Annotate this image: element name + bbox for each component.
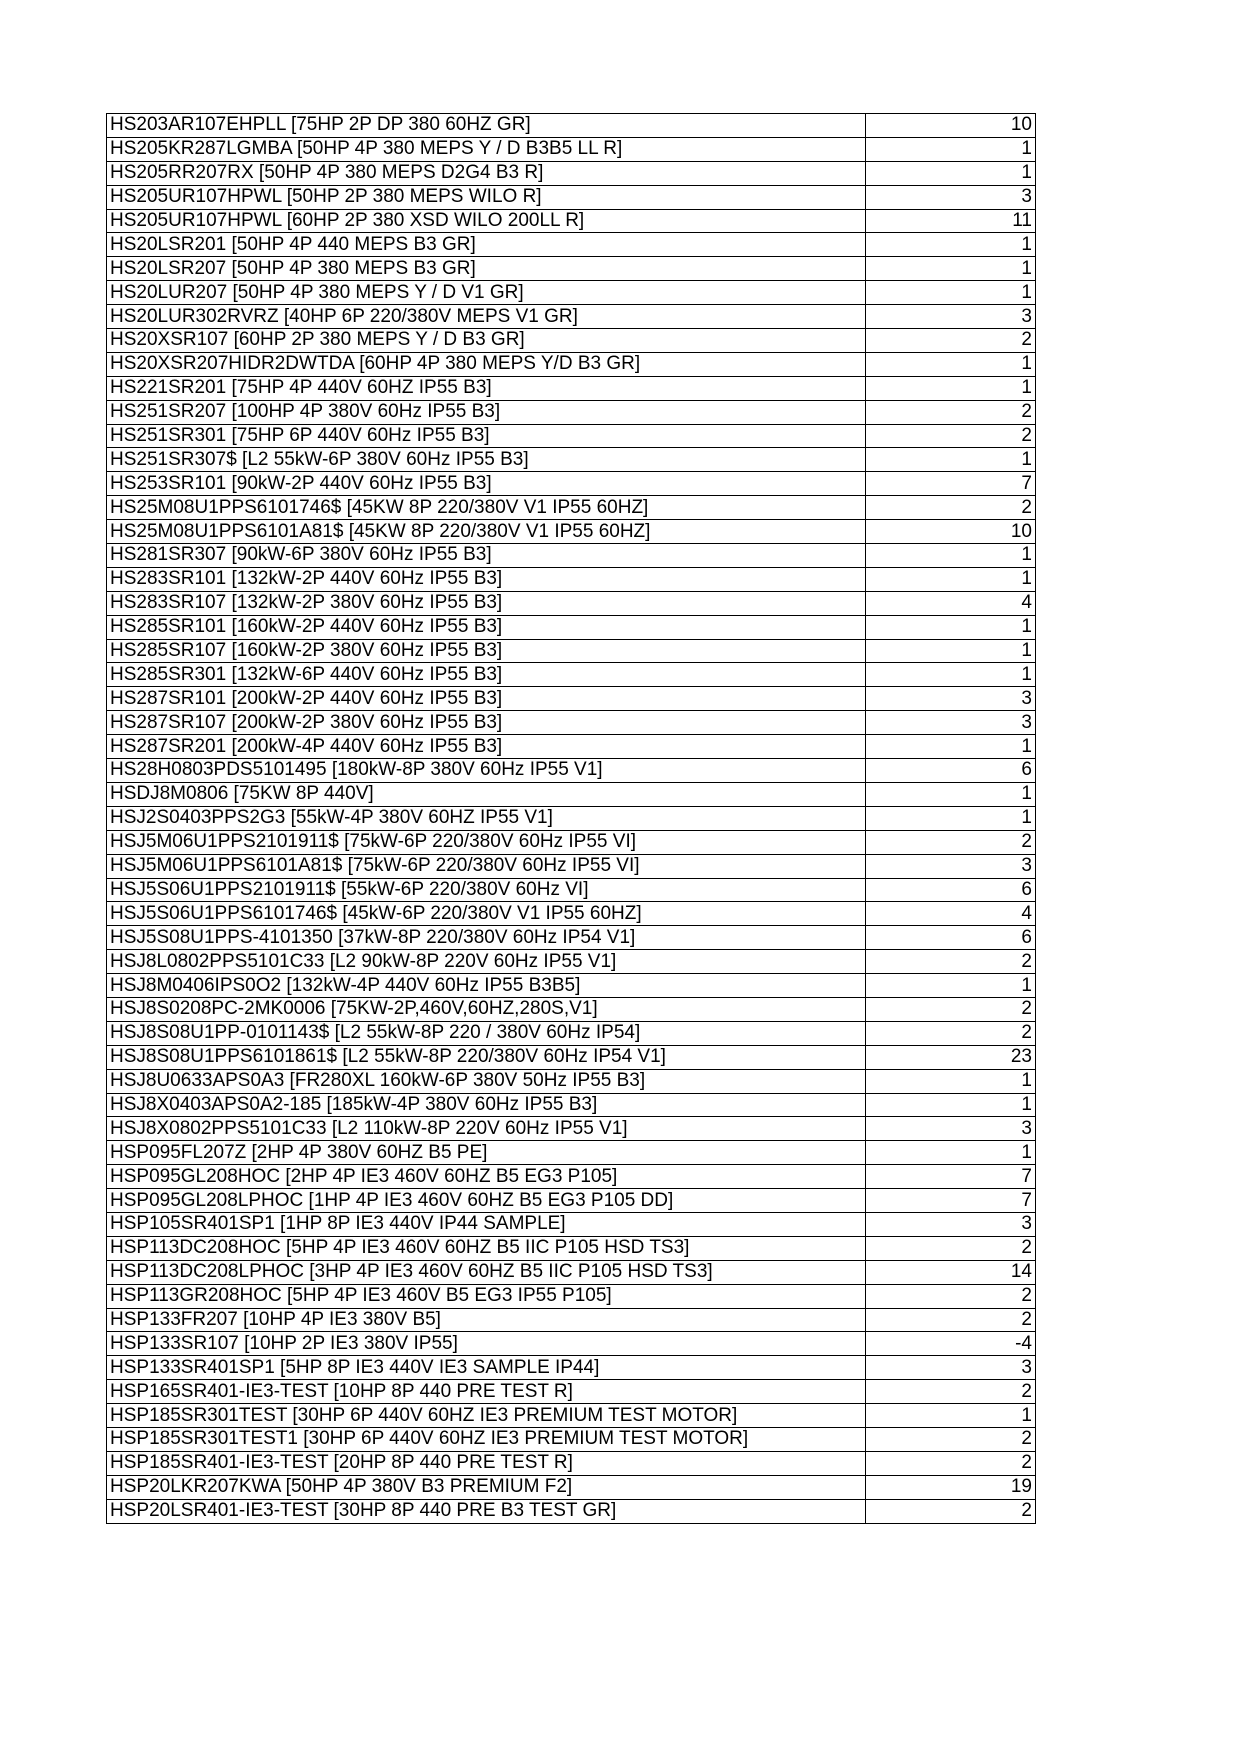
item-description-cell[interactable]: HSJ5M06U1PPS2101911$ [75kW-6P 220/380V 60Hz IP55 VI] [107, 830, 866, 854]
quantity-cell[interactable]: 2 [866, 400, 1036, 424]
table-row [107, 1356, 1036, 1380]
quantity-cell[interactable]: 1 [866, 352, 1036, 376]
table-row [107, 1141, 1036, 1165]
table-row [107, 424, 1036, 448]
quantity-cell[interactable]: 2 [866, 1380, 1036, 1404]
item-description-cell[interactable]: HSP095GL208LPHOC [1HP 4P IE3 460V 60HZ B5 EG3 P105 DD] [107, 1189, 866, 1213]
item-description-cell[interactable]: HSP095FL207Z [2HP 4P 380V 60HZ B5 PE] [107, 1141, 866, 1165]
item-description-cell[interactable]: HSP105SR401SP1 [1HP 8P IE3 440V IP44 SAMPLE] [107, 1212, 866, 1236]
table-row [107, 806, 1036, 830]
table-row [107, 376, 1036, 400]
table-row [107, 305, 1036, 329]
quantity-cell[interactable]: 3 [866, 1356, 1036, 1380]
item-description-cell[interactable]: HSJ5M06U1PPS6101A81$ [75kW-6P 220/380V 60Hz IP55 VI] [107, 854, 866, 878]
item-description-cell[interactable]: HSP113DC208LPHOC [3HP 4P IE3 460V 60HZ B5 IIC P105 HSD TS3] [107, 1260, 866, 1284]
item-description-cell[interactable]: HS285SR107 [160kW-2P 380V 60Hz IP55 B3] [107, 639, 866, 663]
item-description-cell[interactable]: HSP113DC208HOC [5HP 4P IE3 460V 60HZ B5 IIC P105 HSD TS3] [107, 1236, 866, 1260]
item-description-cell[interactable]: HSJ8S08U1PPS6101861$ [L2 55kW-8P 220/380V 60Hz IP54 V1] [107, 1045, 866, 1069]
quantity-cell[interactable]: 3 [866, 305, 1036, 329]
quantity-cell[interactable]: 2 [866, 1427, 1036, 1451]
quantity-cell[interactable]: 2 [866, 496, 1036, 520]
item-description-cell[interactable]: HSJ5S08U1PPS-4101350 [37kW-8P 220/380V 60Hz IP54 V1] [107, 926, 866, 950]
table-row [107, 878, 1036, 902]
item-description-cell[interactable]: HSP133SR401SP1 [5HP 8P IE3 440V IE3 SAMPLE IP44] [107, 1356, 866, 1380]
quantity-cell[interactable]: 1 [866, 257, 1036, 281]
item-description-cell[interactable]: HSJ8X0802PPS5101C33 [L2 110kW-8P 220V 60Hz IP55 V1] [107, 1117, 866, 1141]
table-row [107, 281, 1036, 305]
quantity-cell[interactable]: 7 [866, 1165, 1036, 1189]
table-row [107, 1451, 1036, 1475]
quantity-cell[interactable]: 3 [866, 854, 1036, 878]
table-row [107, 1021, 1036, 1045]
inventory-table-body [107, 114, 1036, 1524]
quantity-cell[interactable]: 6 [866, 926, 1036, 950]
item-description-cell[interactable]: HSP20LSR401-IE3-TEST [30HP 8P 440 PRE B3 TEST GR] [107, 1499, 866, 1523]
item-description-cell[interactable]: HSP095GL208HOC [2HP 4P IE3 460V 60HZ B5 EG3 P105] [107, 1165, 866, 1189]
item-description-cell[interactable]: HSP185SR401-IE3-TEST [20HP 8P 440 PRE TEST R] [107, 1451, 866, 1475]
table-row [107, 1069, 1036, 1093]
item-description-cell[interactable]: HSJ5S06U1PPS6101746$ [45kW-6P 220/380V V1 IP55 60HZ] [107, 902, 866, 926]
table-row [107, 830, 1036, 854]
quantity-cell[interactable]: 3 [866, 711, 1036, 735]
item-description-cell[interactable]: HSDJ8M0806 [75KW 8P 440V] [107, 782, 866, 806]
quantity-cell[interactable]: 2 [866, 1499, 1036, 1523]
inventory-table [106, 113, 1036, 1524]
table-row [107, 1260, 1036, 1284]
quantity-cell[interactable]: 3 [866, 687, 1036, 711]
table-row [107, 329, 1036, 353]
table-row [107, 1380, 1036, 1404]
item-description-cell[interactable]: HS251SR307$ [L2 55kW-6P 380V 60Hz IP55 B3] [107, 448, 866, 472]
quantity-cell[interactable]: 2 [866, 1308, 1036, 1332]
table-row [107, 591, 1036, 615]
item-description-cell[interactable]: HS253SR101 [90kW-2P 440V 60Hz IP55 B3] [107, 472, 866, 496]
item-description-cell[interactable]: HS25M08U1PPS6101A81$ [45KW 8P 220/380V V1 IP55 60HZ] [107, 520, 866, 544]
table-row [107, 472, 1036, 496]
table-row [107, 1308, 1036, 1332]
quantity-cell[interactable]: 1 [866, 1093, 1036, 1117]
item-description-cell[interactable]: HS25M08U1PPS6101746$ [45KW 8P 220/380V V1 IP55 60HZ] [107, 496, 866, 520]
item-description-cell[interactable]: HSP165SR401-IE3-TEST [10HP 8P 440 PRE TEST R] [107, 1380, 866, 1404]
item-description-cell[interactable]: HSJ5S06U1PPS2101911$ [55kW-6P 220/380V 60Hz VI] [107, 878, 866, 902]
item-description-cell[interactable]: HSP133FR207 [10HP 4P IE3 380V B5] [107, 1308, 866, 1332]
item-description-cell[interactable]: HS205KR287LGMBA [50HP 4P 380 MEPS Y / D B3B5 LL R] [107, 137, 866, 161]
quantity-cell[interactable]: 10 [866, 114, 1036, 138]
quantity-cell[interactable]: 1 [866, 1404, 1036, 1428]
item-description-cell[interactable]: HS287SR101 [200kW-2P 440V 60Hz IP55 B3] [107, 687, 866, 711]
table-row [107, 1404, 1036, 1428]
quantity-cell[interactable]: 2 [866, 1021, 1036, 1045]
table-row [107, 448, 1036, 472]
table-row [107, 233, 1036, 257]
quantity-cell[interactable]: 1 [866, 1141, 1036, 1165]
table-row [107, 615, 1036, 639]
item-description-cell[interactable]: HS20LUR207 [50HP 4P 380 MEPS Y / D V1 GR] [107, 281, 866, 305]
quantity-cell[interactable]: 6 [866, 878, 1036, 902]
item-description-cell[interactable]: HS20LUR302RVRZ [40HP 6P 220/380V MEPS V1 GR] [107, 305, 866, 329]
quantity-cell[interactable]: 3 [866, 1212, 1036, 1236]
quantity-cell[interactable]: 1 [866, 663, 1036, 687]
table-row [107, 1093, 1036, 1117]
item-description-cell[interactable]: HSJ8U0633APS0A3 [FR280XL 160kW-6P 380V 50Hz IP55 B3] [107, 1069, 866, 1093]
quantity-cell[interactable]: 2 [866, 997, 1036, 1021]
table-row [107, 1284, 1036, 1308]
table-row [107, 1236, 1036, 1260]
table-row [107, 1117, 1036, 1141]
quantity-cell[interactable]: 1 [866, 161, 1036, 185]
table-row [107, 1475, 1036, 1499]
quantity-cell[interactable]: 1 [866, 448, 1036, 472]
table-row [107, 711, 1036, 735]
quantity-cell[interactable]: 1 [866, 1069, 1036, 1093]
quantity-cell[interactable]: 6 [866, 759, 1036, 783]
quantity-cell[interactable]: 2 [866, 1451, 1036, 1475]
table-row [107, 137, 1036, 161]
table-row [107, 520, 1036, 544]
item-description-cell[interactable]: HS251SR207 [100HP 4P 380V 60Hz IP55 B3] [107, 400, 866, 424]
quantity-cell[interactable]: 1 [866, 639, 1036, 663]
item-description-cell[interactable]: HS205UR107HPWL [50HP 2P 380 MEPS WILO R] [107, 185, 866, 209]
table-row [107, 663, 1036, 687]
quantity-cell[interactable]: 1 [866, 281, 1036, 305]
quantity-cell[interactable]: 2 [866, 830, 1036, 854]
item-description-cell[interactable]: HSP113GR208HOC [5HP 4P IE3 460V B5 EG3 IP55 P105] [107, 1284, 866, 1308]
table-row [107, 544, 1036, 568]
item-description-cell[interactable]: HSP20LKR207KWA [50HP 4P 380V B3 PREMIUM F2] [107, 1475, 866, 1499]
table-row [107, 1189, 1036, 1213]
item-description-cell[interactable]: HS28H0803PDS5101495 [180kW-8P 380V 60Hz IP55 V1] [107, 759, 866, 783]
quantity-cell[interactable]: 4 [866, 591, 1036, 615]
quantity-cell[interactable]: 2 [866, 1284, 1036, 1308]
quantity-cell[interactable]: 4 [866, 902, 1036, 926]
table-row [107, 1212, 1036, 1236]
item-description-cell[interactable]: HS251SR301 [75HP 6P 440V 60Hz IP55 B3] [107, 424, 866, 448]
quantity-cell[interactable]: 1 [866, 806, 1036, 830]
table-row [107, 209, 1036, 233]
quantity-cell[interactable]: 1 [866, 974, 1036, 998]
table-row [107, 997, 1036, 1021]
quantity-cell[interactable]: 3 [866, 185, 1036, 209]
item-description-cell[interactable]: HSJ2S0403PPS2G3 [55kW-4P 380V 60HZ IP55 V1] [107, 806, 866, 830]
item-description-cell[interactable]: HS283SR101 [132kW-2P 440V 60Hz IP55 B3] [107, 567, 866, 591]
item-description-cell[interactable]: HS287SR201 [200kW-4P 440V 60Hz IP55 B3] [107, 735, 866, 759]
item-description-cell[interactable]: HS205RR207RX [50HP 4P 380 MEPS D2G4 B3 R] [107, 161, 866, 185]
item-description-cell[interactable]: HS205UR107HPWL [60HP 2P 380 XSD WILO 200LL R] [107, 209, 866, 233]
table-row [107, 352, 1036, 376]
table-row [107, 1165, 1036, 1189]
table-row [107, 854, 1036, 878]
quantity-cell[interactable]: 23 [866, 1045, 1036, 1069]
quantity-cell[interactable]: 7 [866, 472, 1036, 496]
table-row [107, 257, 1036, 281]
item-description-cell[interactable]: HS281SR307 [90kW-6P 380V 60Hz IP55 B3] [107, 544, 866, 568]
table-row [107, 902, 1036, 926]
table-row [107, 687, 1036, 711]
table-row [107, 1332, 1036, 1356]
item-description-cell[interactable]: HS20XSR107 [60HP 2P 380 MEPS Y / D B3 GR] [107, 329, 866, 353]
item-description-cell[interactable]: HSP185SR301TEST1 [30HP 6P 440V 60HZ IE3 PREMIUM TEST MOTOR] [107, 1427, 866, 1451]
quantity-cell[interactable]: 2 [866, 329, 1036, 353]
quantity-cell[interactable]: 19 [866, 1475, 1036, 1499]
quantity-cell[interactable]: 1 [866, 782, 1036, 806]
quantity-cell[interactable]: 2 [866, 424, 1036, 448]
quantity-cell[interactable]: -4 [866, 1332, 1036, 1356]
item-description-cell[interactable]: HSJ8X0403APS0A2-185 [185kW-4P 380V 60Hz IP55 B3] [107, 1093, 866, 1117]
table-row [107, 1499, 1036, 1523]
quantity-cell[interactable]: 7 [866, 1189, 1036, 1213]
item-description-cell[interactable]: HS221SR201 [75HP 4P 440V 60HZ IP55 B3] [107, 376, 866, 400]
table-row [107, 926, 1036, 950]
item-description-cell[interactable]: HSP133SR107 [10HP 2P IE3 380V IP55] [107, 1332, 866, 1356]
item-description-cell[interactable]: HS287SR107 [200kW-2P 380V 60Hz IP55 B3] [107, 711, 866, 735]
quantity-cell[interactable]: 1 [866, 137, 1036, 161]
table-row [107, 759, 1036, 783]
quantity-cell[interactable]: 3 [866, 1117, 1036, 1141]
table-row [107, 950, 1036, 974]
quantity-cell[interactable]: 2 [866, 950, 1036, 974]
table-row [107, 400, 1036, 424]
quantity-cell[interactable]: 1 [866, 376, 1036, 400]
table-row [107, 735, 1036, 759]
quantity-cell[interactable]: 1 [866, 567, 1036, 591]
item-description-cell[interactable]: HS203AR107EHPLL [75HP 2P DP 380 60HZ GR] [107, 114, 866, 138]
quantity-cell[interactable]: 2 [866, 1236, 1036, 1260]
item-description-cell[interactable]: HS285SR301 [132kW-6P 440V 60Hz IP55 B3] [107, 663, 866, 687]
item-description-cell[interactable]: HSJ8L0802PPS5101C33 [L2 90kW-8P 220V 60Hz IP55 V1] [107, 950, 866, 974]
quantity-cell[interactable]: 11 [866, 209, 1036, 233]
quantity-cell[interactable]: 14 [866, 1260, 1036, 1284]
item-description-cell[interactable]: HSJ8M0406IPS0O2 [132kW-4P 440V 60Hz IP55 B3B5] [107, 974, 866, 998]
table-row [107, 974, 1036, 998]
item-description-cell[interactable]: HS20XSR207HIDR2DWTDA [60HP 4P 380 MEPS Y/D B3 GR] [107, 352, 866, 376]
item-description-cell[interactable]: HS285SR101 [160kW-2P 440V 60Hz IP55 B3] [107, 615, 866, 639]
quantity-cell[interactable]: 1 [866, 735, 1036, 759]
quantity-cell[interactable]: 1 [866, 233, 1036, 257]
quantity-cell[interactable]: 1 [866, 615, 1036, 639]
quantity-cell[interactable]: 1 [866, 544, 1036, 568]
item-description-cell[interactable]: HS283SR107 [132kW-2P 380V 60Hz IP55 B3] [107, 591, 866, 615]
item-description-cell[interactable]: HS20LSR207 [50HP 4P 380 MEPS B3 GR] [107, 257, 866, 281]
table-row [107, 1427, 1036, 1451]
item-description-cell[interactable]: HSJ8S0208PC-2MK0006 [75KW-2P,460V,60HZ,280S,V1] [107, 997, 866, 1021]
table-row [107, 782, 1036, 806]
table-row [107, 639, 1036, 663]
table-row [107, 567, 1036, 591]
table-row [107, 114, 1036, 138]
item-description-cell[interactable]: HSP185SR301TEST [30HP 6P 440V 60HZ IE3 PREMIUM TEST MOTOR] [107, 1404, 866, 1428]
table-row [107, 185, 1036, 209]
item-description-cell[interactable]: HS20LSR201 [50HP 4P 440 MEPS B3 GR] [107, 233, 866, 257]
quantity-cell[interactable]: 10 [866, 520, 1036, 544]
item-description-cell[interactable]: HSJ8S08U1PP-0101143$ [L2 55kW-8P 220 / 380V 60Hz IP54] [107, 1021, 866, 1045]
table-row [107, 161, 1036, 185]
table-row [107, 1045, 1036, 1069]
table-row [107, 496, 1036, 520]
